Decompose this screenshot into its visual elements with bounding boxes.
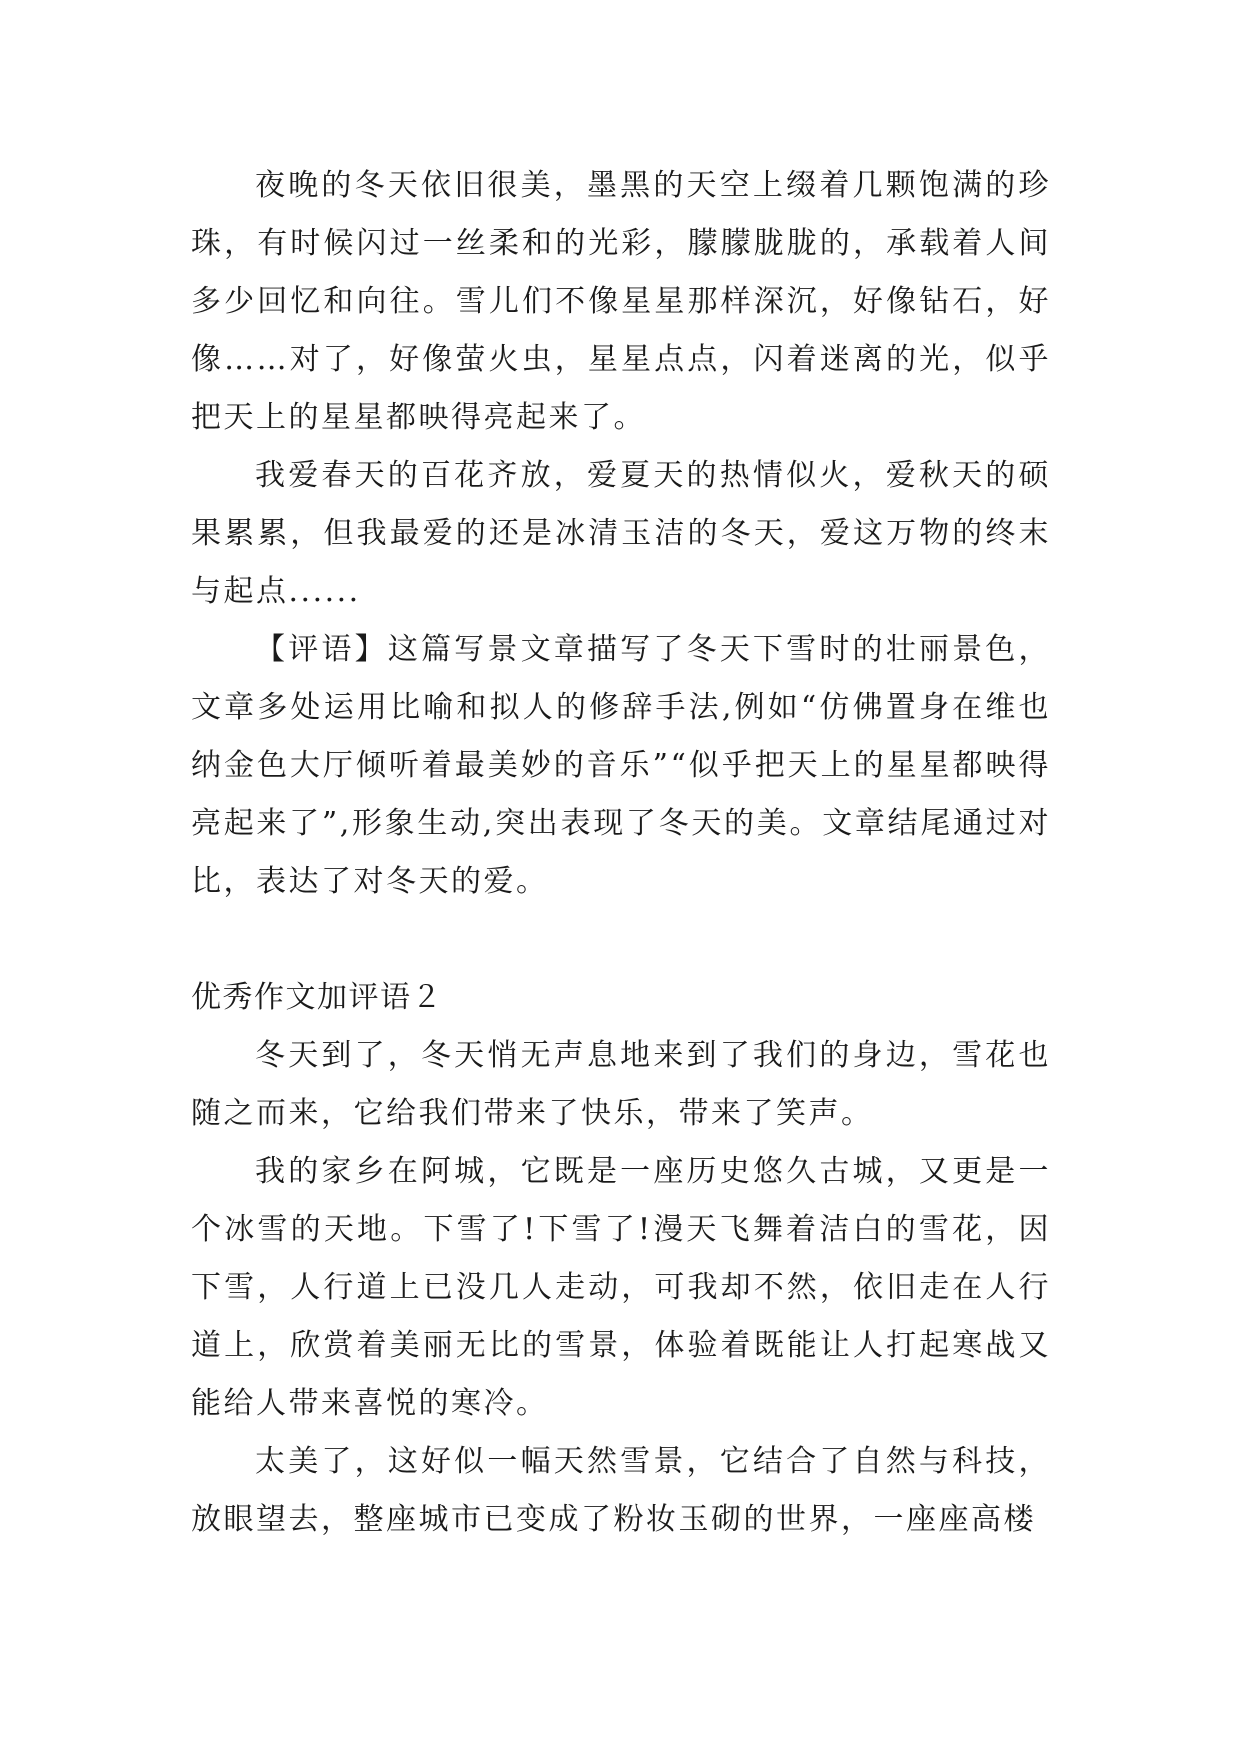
paragraph-hometown: 我的家乡在阿城，它既是一座历史悠久古城，又更是一个冰雪的天地。下雪了!下雪了!漫天飞舞着洁白的雪花，因下雪，人行道上已没几人走动，可我却不然，依旧走在人行道上，欣赏着美丽无比的雪景，体验着既能让人打起寒战又能给人带来喜悦的寒冷。 bbox=[191, 1154, 1051, 1421]
paragraph-love-winter: 我爱春天的百花齐放，爱夏天的热情似火，爱秋天的硕果累累，但我最爱的还是冰清玉洁的冬天，爱这万物的终末与起点...... bbox=[191, 458, 1051, 609]
section-title: 优秀作文加评语２ bbox=[191, 980, 443, 1015]
paragraph-winter-arrives: 冬天到了，冬天悄无声息地来到了我们的身边，雪花也随之而来，它给我们带来了快乐，带来了笑声。 bbox=[191, 1038, 1051, 1131]
paragraph-winter-night: 夜晚的冬天依旧很美，墨黑的天空上缀着几颗饱满的珍珠，有时候闪过一丝柔和的光彩，朦朦胧胧的，承载着人间多少回忆和向往。雪儿们不像星星那样深沉，好像钻石，好像……对了，好像萤火虫，星星点点，闪着迷离的光，似乎把天上的星星都映得亮起来了。 bbox=[191, 168, 1051, 435]
document-body bbox=[191, 157, 1051, 1549]
paragraph-comment: 【评语】这篇写景文章描写了冬天下雪时的壮丽景色，文章多处运用比喻和拟人的修辞手法,例如“仿佛置身在维也纳金色大厅倾听着最美妙的音乐”“似乎把天上的星星都映得亮起来了”,形象生动,突出表现了冬天的美。文章结尾通过对比，表达了对冬天的爱。 bbox=[191, 632, 1051, 899]
paragraph-snow-scene: 太美了，这好似一幅天然雪景，它结合了自然与科技，放眼望去，整座城市已变成了粉妆玉砌的世界，一座座高楼 bbox=[191, 1444, 1051, 1537]
